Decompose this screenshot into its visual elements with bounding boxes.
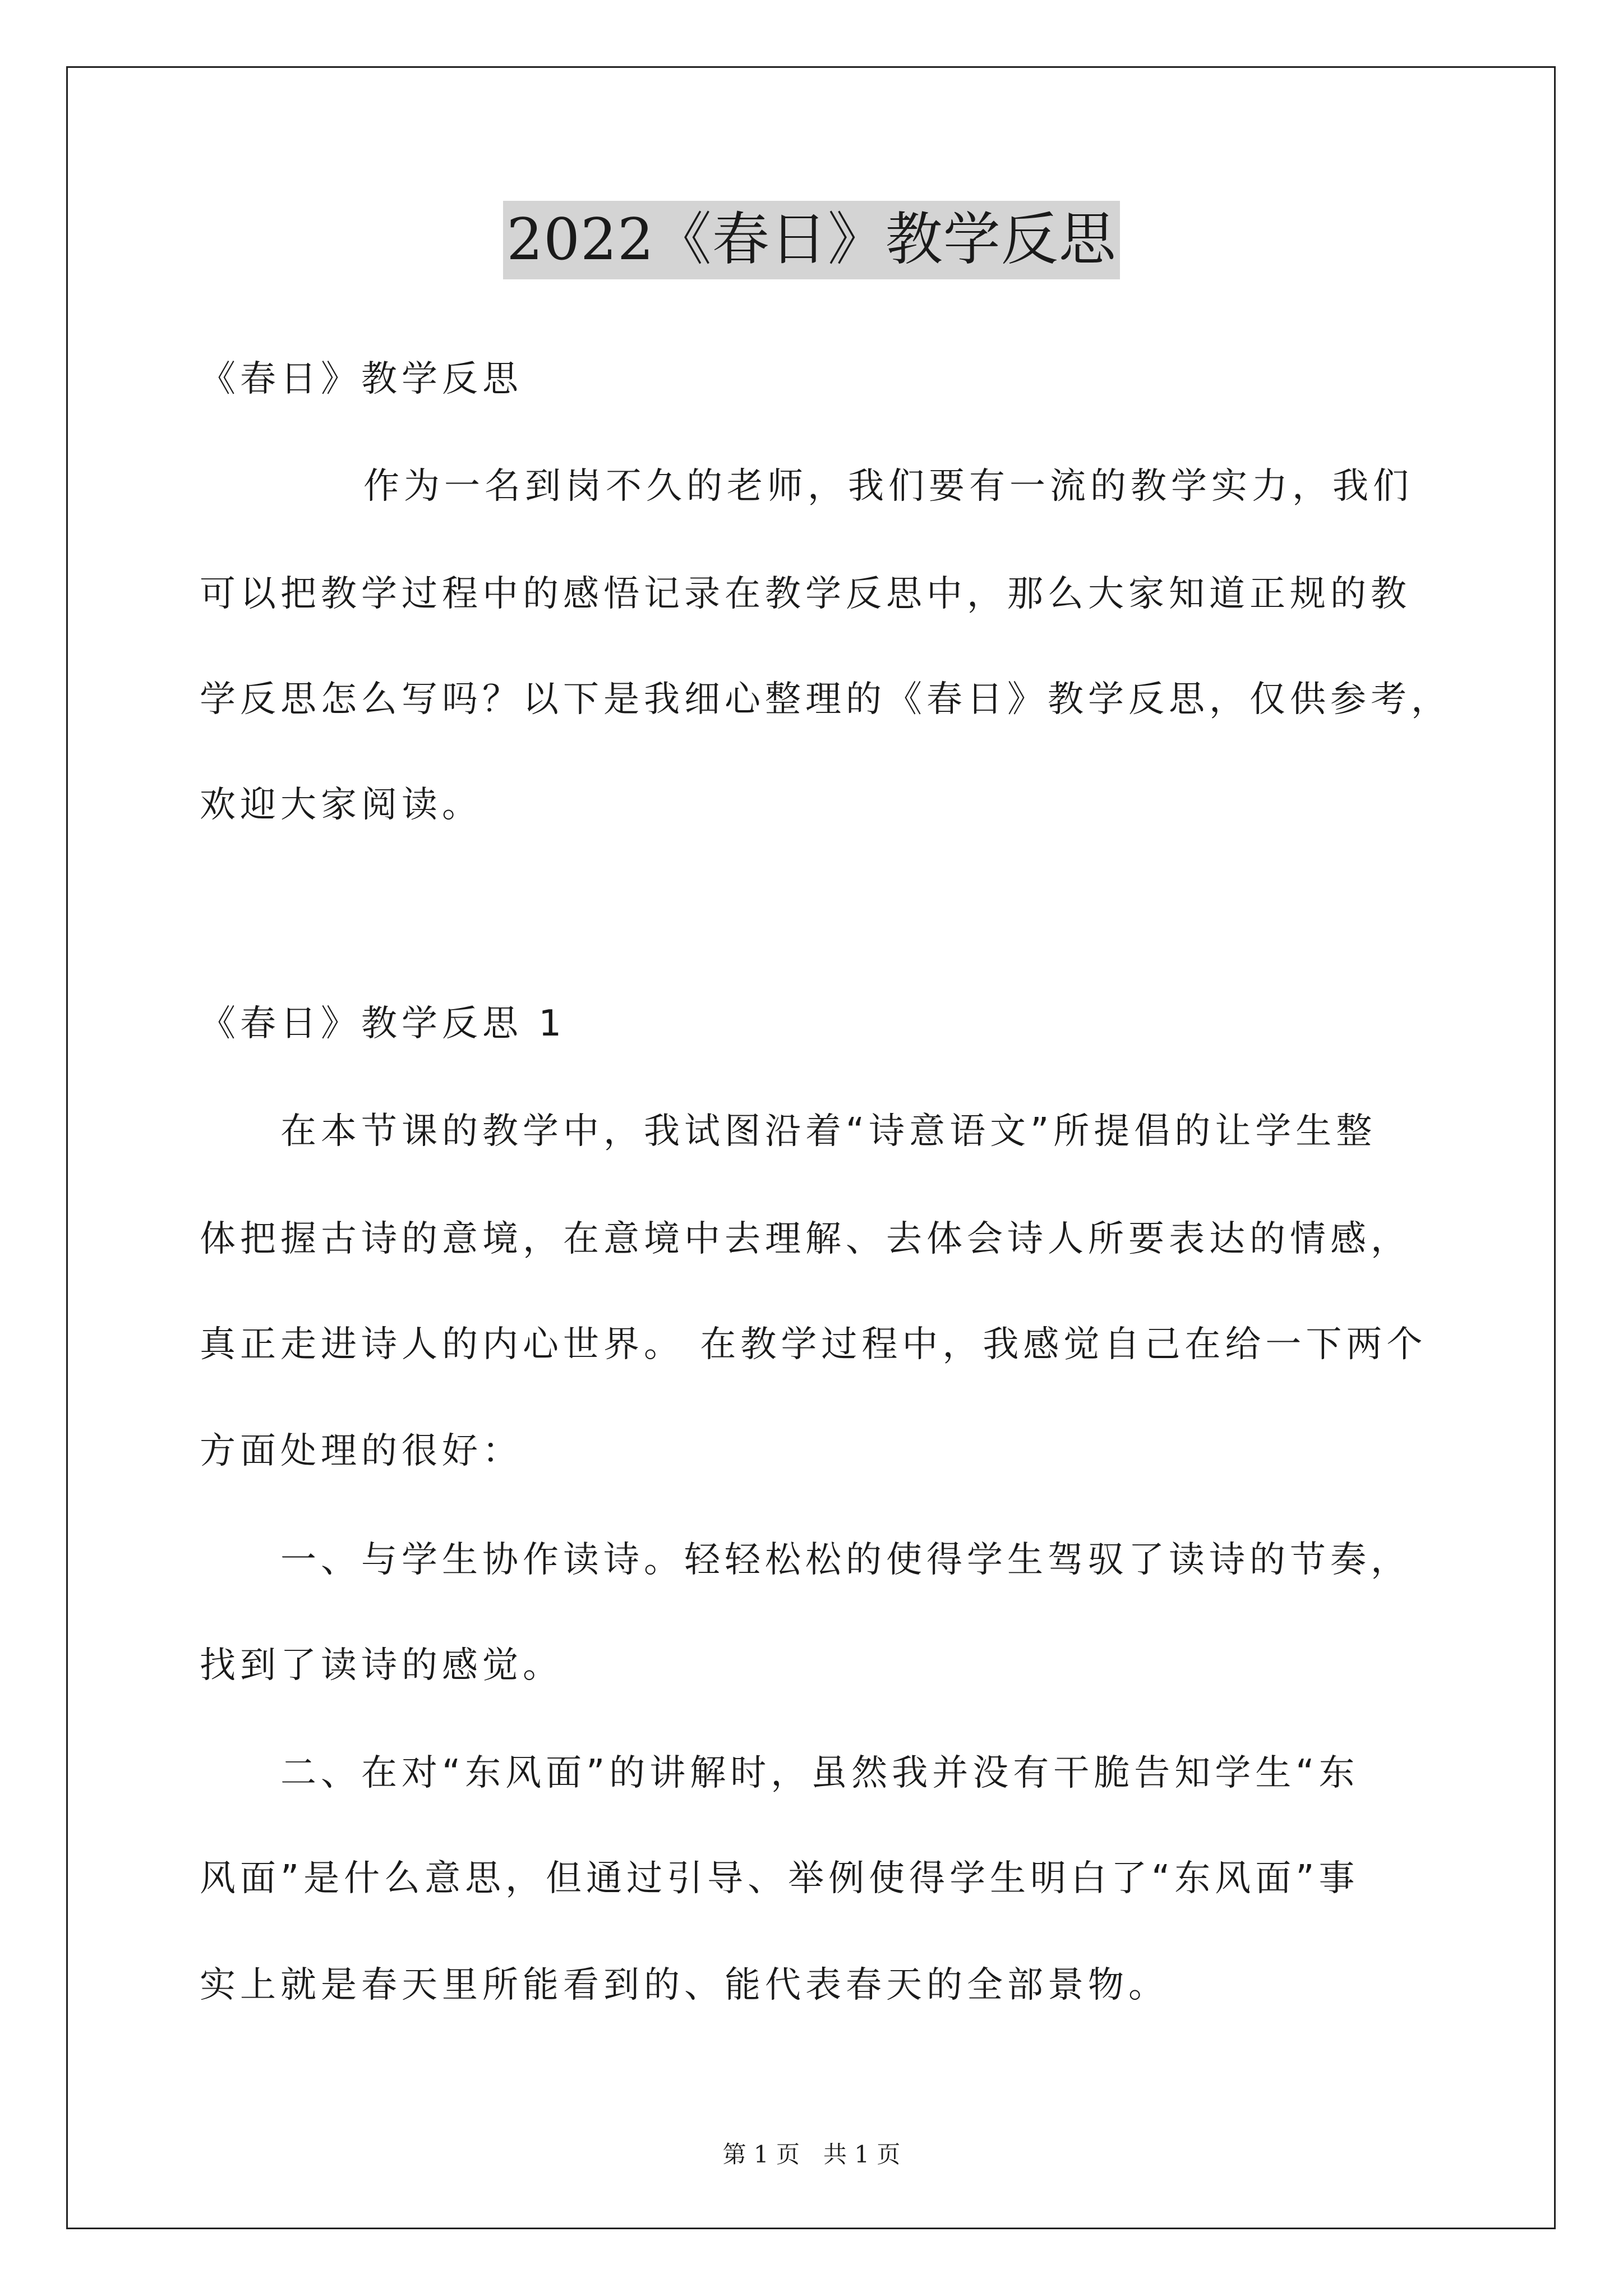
- body-line: 方面处理的很好：: [200, 1430, 523, 1472]
- body-line: 实上就是春天里所能看到的、能代表春天的全部景物。: [200, 1964, 1169, 2006]
- title-wrap: [0, 201, 1623, 279]
- page-footer: 第 1 页 共 1 页: [722, 2141, 901, 2168]
- document-title: 2022《春日》教学反思: [503, 201, 1120, 279]
- body-line: 一、与学生协作读诗。轻轻松松的使得学生驾驭了读诗的节奏，: [280, 1539, 1411, 1581]
- body-line: 真正走进诗人的内心世界。 在教学过程中，我感觉自己在给一下两个: [200, 1324, 1427, 1365]
- intro-line: 可以把教学过程中的感悟记录在教学反思中，那么大家知道正规的教: [200, 573, 1411, 615]
- intro-line: 欢迎大家阅读。: [200, 784, 482, 826]
- section-heading: 《春日》教学反思 1: [200, 1003, 566, 1045]
- body-line: 风面”是什么意思，但通过引导、举例使得学生明白了“东风面”事: [200, 1858, 1359, 1899]
- body-line: 在本节课的教学中，我试图沿着“诗意语文”所提倡的让学生整: [280, 1111, 1377, 1152]
- intro-line: 学反思怎么写吗？以下是我细心整理的《春日》教学反思，仅供参考，: [200, 679, 1451, 720]
- body-line: 找到了读诗的感觉。: [200, 1645, 563, 1686]
- intro-line: 作为一名到岗不久的老师，我们要有一流的教学实力，我们: [363, 466, 1413, 507]
- body-line: 二、在对“东风面”的讲解时，虽然我并没有干脆告知学生“东: [280, 1752, 1359, 1794]
- subtitle: 《春日》教学反思: [200, 358, 523, 400]
- body-line: 体把握古诗的意境，在意境中去理解、去体会诗人所要表达的情感，: [200, 1218, 1411, 1260]
